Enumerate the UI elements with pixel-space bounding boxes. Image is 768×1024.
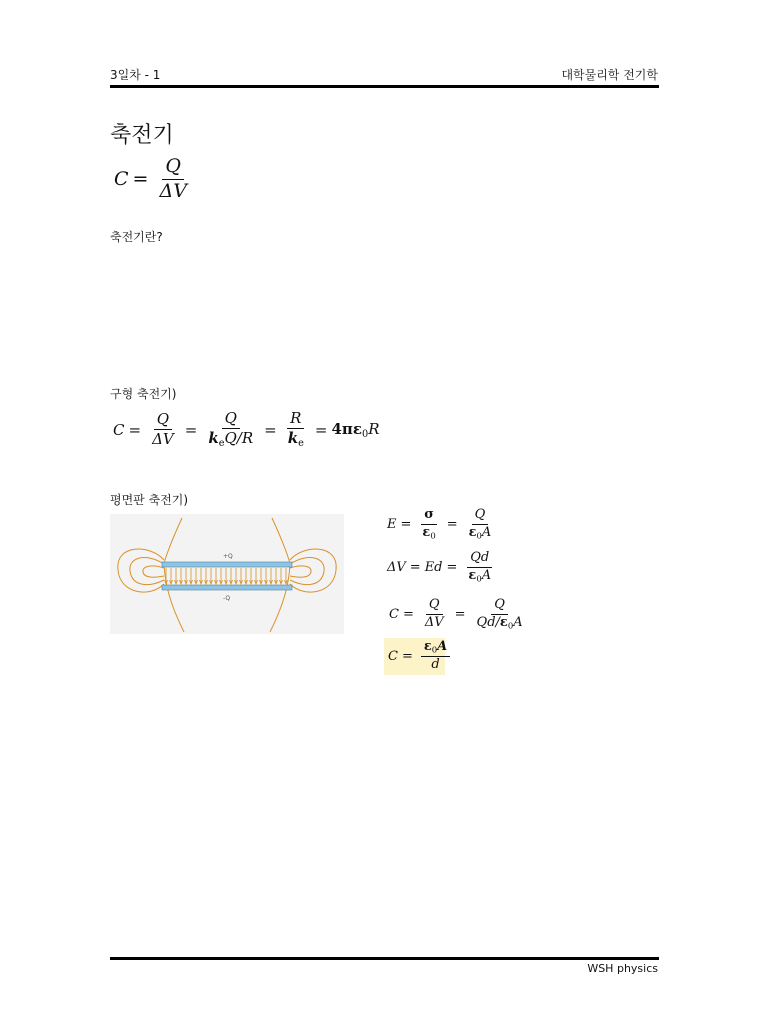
derivation-frac2-num: Q [491, 598, 508, 615]
area-symbol: A [481, 524, 492, 540]
spherical-frac1 [149, 411, 177, 449]
potential-eq2: = [446, 560, 458, 576]
epsilon-sub: 0 [430, 530, 436, 541]
qd-over: Qd/ [476, 614, 500, 630]
potential-num: Qd [467, 551, 492, 568]
derivation-frac1 [422, 598, 447, 631]
spherical-frac1-den: ΔV [152, 430, 174, 449]
plus-q-label: +Q [223, 553, 233, 560]
field-frac1-num: σ [421, 508, 437, 525]
ke-k: k [208, 429, 219, 448]
spherical-heading: 구형 축전기) [110, 387, 177, 401]
potential-mid: Ed [424, 560, 443, 576]
ke-k2: k [287, 429, 299, 448]
spherical-frac3-num: R [287, 410, 304, 429]
header-right: 대학물리학 전기학 [561, 68, 658, 82]
field-lhs: E [387, 517, 397, 533]
epsilon: ε [422, 524, 431, 540]
ke-sub2: e [298, 438, 304, 450]
epsilon: ε [468, 567, 477, 583]
header-left: 3일차 - 1 [110, 68, 161, 82]
spherical-frac1-num: Q [154, 411, 172, 430]
minus-q-label: -Q [223, 595, 231, 602]
spherical-eq2: = [184, 420, 198, 439]
field-equation [387, 508, 498, 541]
field-eq1: = [400, 517, 412, 533]
spherical-frac3-den [285, 429, 307, 449]
derivation-lhs: C [389, 607, 399, 623]
final-capacitance-equation [384, 638, 448, 675]
epsilon: ε [499, 614, 508, 630]
spherical-frac2-num: Q [222, 410, 240, 429]
field-frac2 [466, 508, 495, 541]
derivation-eq2: = [454, 607, 466, 623]
final-lhs: C [388, 649, 398, 665]
result-sub: 0 [362, 428, 369, 440]
parallel-plate-figure [110, 514, 344, 634]
derivation-frac1-num: Q [426, 598, 443, 615]
derivation-frac2 [474, 598, 526, 631]
area-symbol: A [481, 567, 492, 583]
potential-equation [387, 551, 498, 584]
derivation-eq1: = [402, 607, 414, 623]
spherical-equation [113, 410, 380, 449]
epsilon-sub: 0 [476, 573, 482, 584]
eq-equals: = [132, 168, 149, 191]
field-frac2-num: Q [472, 508, 489, 525]
derivation-frac1-den: ΔV [424, 615, 444, 631]
result-coef: 4πε [331, 419, 363, 438]
ke-sub: e [218, 438, 225, 450]
spherical-result [332, 420, 380, 440]
field-frac2-den [466, 525, 495, 541]
epsilon-sub: 0 [431, 644, 438, 655]
frac2-den-rest: Q/R [224, 429, 254, 448]
final-frac [421, 640, 450, 673]
spherical-frac3 [285, 410, 307, 449]
final-eq: = [401, 649, 413, 665]
final-den: d [431, 657, 440, 673]
footer-right: WSH physics [587, 962, 658, 975]
area-symbol: A [437, 639, 448, 654]
positive-plate [162, 562, 292, 567]
spherical-eq4: = [314, 420, 328, 439]
eq-lhs: C [114, 168, 129, 191]
potential-eq1: = [409, 560, 421, 576]
potential-frac [465, 551, 494, 584]
epsilon: ε [423, 639, 432, 654]
eq-numerator: Q [162, 156, 184, 180]
eq-fraction [156, 156, 189, 203]
header-rule [110, 85, 659, 88]
spherical-eq3: = [264, 420, 277, 439]
area-symbol: A [513, 614, 523, 630]
capacitance-equation [114, 156, 194, 203]
epsilon-sub: 0 [476, 530, 482, 541]
page-title: 축전기 [110, 123, 174, 148]
epsilon: ε [468, 524, 477, 540]
figure-background [110, 514, 344, 634]
parallel-heading: 평면판 축전기) [110, 493, 189, 507]
field-frac1 [419, 508, 438, 541]
spherical-lhs: C [113, 420, 125, 439]
field-frac1-den [419, 525, 438, 541]
result-var: R [368, 419, 380, 438]
derivation-frac2-den [474, 615, 526, 631]
field-eq2: = [446, 517, 458, 533]
spherical-frac2 [205, 410, 256, 449]
final-num [421, 640, 450, 657]
spherical-eq1: = [128, 420, 142, 439]
eq-denominator: ΔV [159, 179, 187, 202]
footer-rule [110, 957, 659, 960]
potential-lhs: ΔV [387, 560, 406, 576]
spherical-frac2-den [205, 429, 256, 449]
question-text: 축전기란? [110, 230, 163, 244]
potential-den [465, 568, 494, 584]
negative-plate [162, 585, 292, 590]
capacitance-derivation [389, 598, 530, 631]
epsilon-sub: 0 [507, 620, 514, 631]
